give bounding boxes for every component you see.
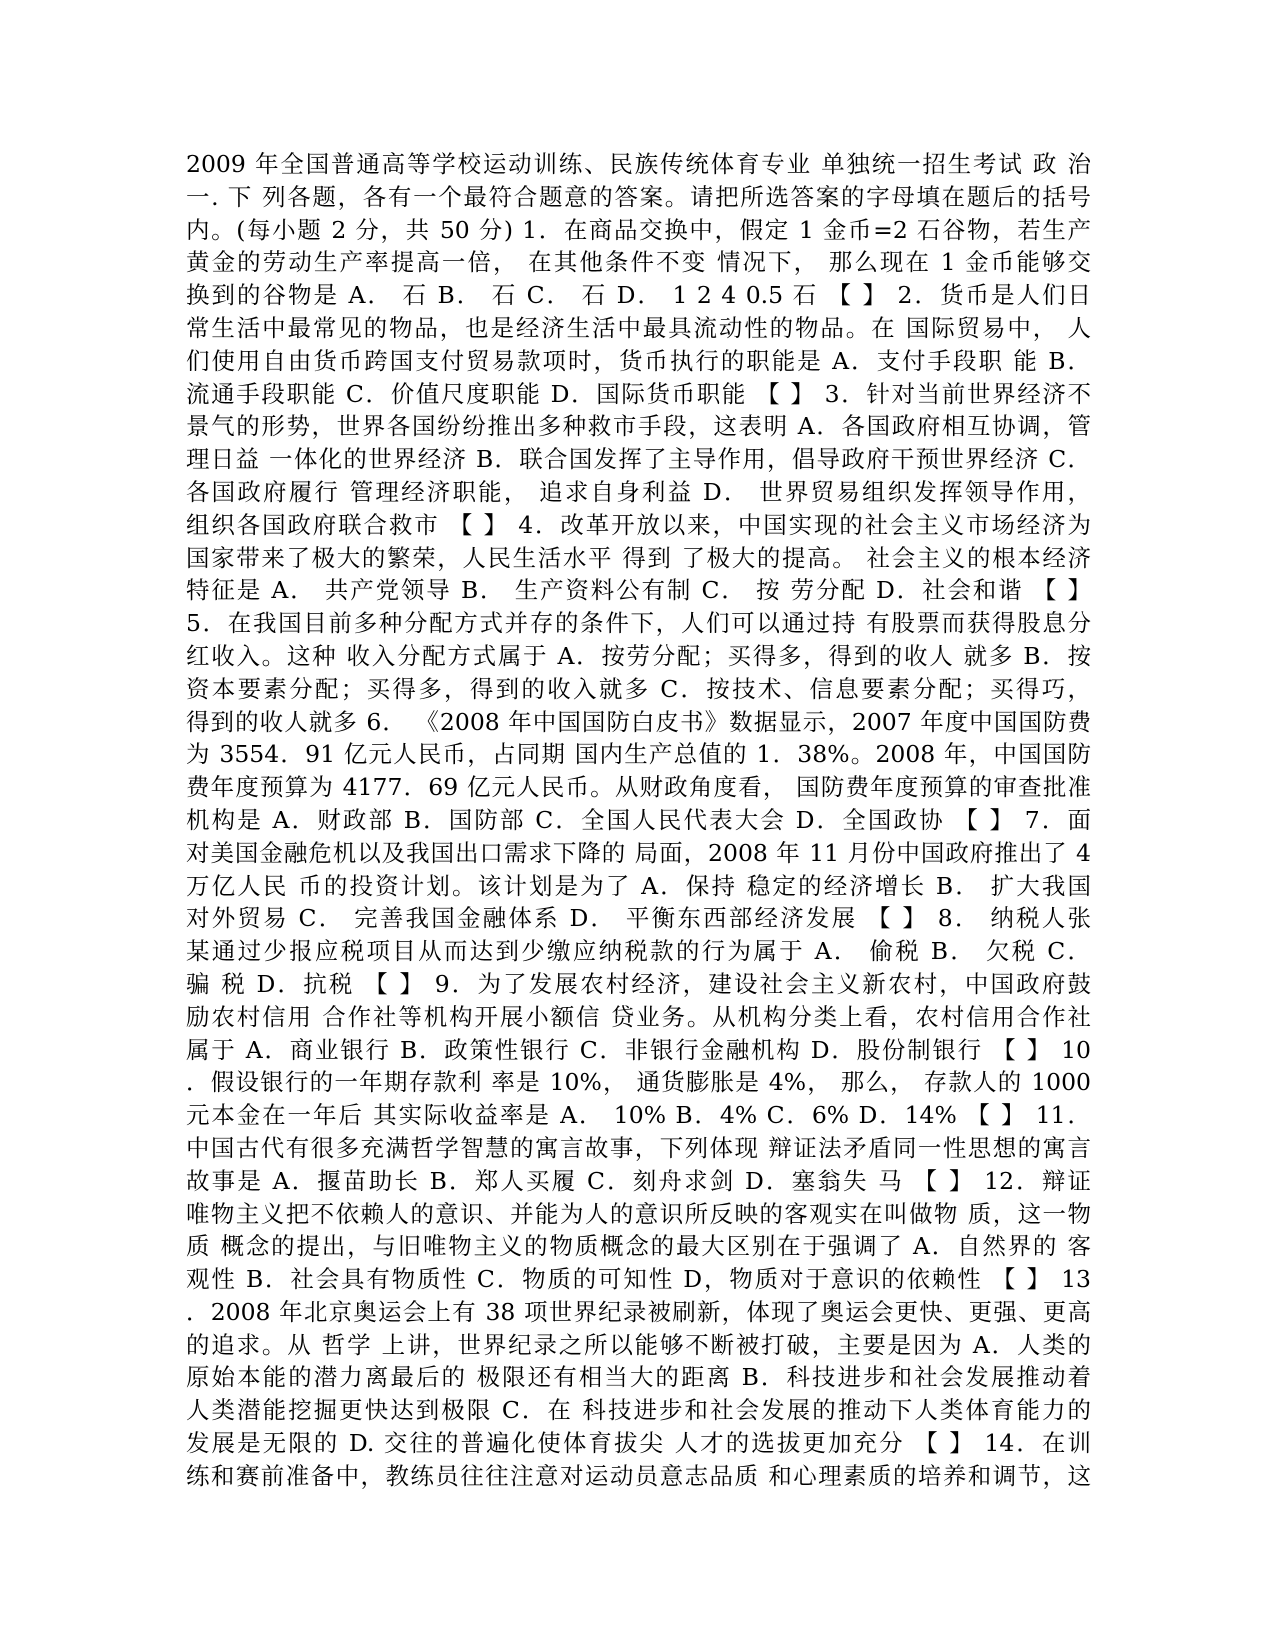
text-line: 内。(每小题 2 分，共 50 分) 1．在商品交换中，假定 1 金币=2 石谷物，若生产 [186, 215, 1091, 244]
text-line: 练和赛前准备中，教练员往往注意对运动员意志品质 和心理素质的培养和调节，这 [186, 1461, 1091, 1490]
text-line: 们使用自由货币跨国支付贸易款项时，货币执行的职能是 A．支付手段职 能 B． [186, 346, 1091, 375]
text-line: 换到的谷物是 A． 石 B． 石 C． 石 D． 1 2 4 0.5 石 【 】 2．货币是人们日 [186, 281, 1091, 310]
text-line: 原始本能的潜力离最后的 极限还有相当大的距离 B．科技进步和社会发展推动着 [186, 1363, 1091, 1392]
text-line: 理日益 一体化的世界经济 B．联合国发挥了主导作用，倡导政府干预世界经济 C． [186, 445, 1091, 474]
text-line: 2009 年全国普通高等学校运动训练、民族传统体育专业 单独统一招生考试 政 治 [186, 150, 1091, 178]
text-line: 唯物主义把不依赖人的意识、并能为人的意识所反映的客观实在叫做物 质，这一物 [186, 1199, 1091, 1228]
text-line: 的追求。从 哲学 上讲，世界纪录之所以能够不断被打破，主要是因为 A．人类的 [186, 1330, 1091, 1359]
text-line: 资本要素分配；买得多，得到的收入就多 C．按技术、信息要素分配；买得巧， [186, 674, 1091, 703]
text-line: 各国政府履行 管理经济职能， 追求自身利益 D． 世界贸易组织发挥领导作用， [186, 477, 1091, 506]
text-line: 质 概念的提出，与旧唯物主义的物质概念的最大区别在于强调了 A．自然界的 客 [186, 1232, 1091, 1261]
text-line: 故事是 A．揠苗助长 B．郑人买履 C．刻舟求剑 D．塞翁失 马 【 】 12．辩证 [186, 1166, 1091, 1195]
text-line: 元本金在一年后 其实际收益率是 A． 10% B．4% C．6% D．14% 【 】 11． [186, 1101, 1091, 1130]
text-line: 为 3554．91 亿元人民币，占同期 国内生产总值的 1．38%。2008 年，中国国防 [186, 740, 1091, 769]
text-line: 国家带来了极大的繁荣，人民生活水平 得到 了极大的提高。 社会主义的根本经济 [186, 543, 1091, 572]
text-line: 常生活中最常见的物品，也是经济生活中最具流动性的物品。在 国际贸易中， 人 [186, 313, 1091, 342]
text-line: ．2008 年北京奥运会上有 38 项世界纪录被刷新，体现了奥运会更快、更强、更高 [186, 1297, 1091, 1326]
text-line: 发展是无限的 D. 交往的普遍化使体育拔尖 人才的选拔更加充分 【 】 14．在训 [186, 1429, 1091, 1458]
text-line: 万亿人民 币的投资计划。该计划是为了 A．保持 稳定的经济增长 B． 扩大我国 [186, 871, 1091, 900]
text-line: 某通过少报应税项目从而达到少缴应纳税款的行为属于 A． 偷税 B． 欠税 C． [186, 937, 1091, 966]
text-line: 对美国金融危机以及我国出口需求下降的 局面，2008 年 11 月份中国政府推出了 4 [186, 838, 1091, 867]
text-line: 骗 税 D．抗税 【 】 9．为了发展农村经济，建设社会主义新农村，中国政府鼓 [186, 969, 1091, 998]
text-line: 中国古代有很多充满哲学智慧的寓言故事，下列体现 辩证法矛盾同一性思想的寓言 [186, 1133, 1091, 1162]
text-line: 流通手段职能 C．价值尺度职能 D．国际货币职能 【 】 3．针对当前世界经济不 [186, 379, 1091, 408]
text-line: 属于 A．商业银行 B．政策性银行 C．非银行金融机构 D．股份制银行 【 】 10 [186, 1035, 1091, 1064]
text-line: 费年度预算为 4177．69 亿元人民币。从财政角度看， 国防费年度预算的审查批准 [186, 773, 1091, 802]
text-line: 观性 B．社会具有物质性 C．物质的可知性 D，物质对于意识的依赖性 【 】 13 [186, 1265, 1091, 1294]
text-line: 黄金的劳动生产率提高一倍， 在其他条件不变 情况下， 那么现在 1 金币能够交 [186, 248, 1091, 277]
text-line: 励农村信用 合作社等机构开展小额信 贷业务。从机构分类上看，农村信用合作社 [186, 1002, 1091, 1031]
text-line: 对外贸易 C． 完善我国金融体系 D． 平衡东西部经济发展 【 】 8． 纳税人张 [186, 904, 1091, 933]
text-line: 一. 下 列各题，各有一个最符合题意的答案。请把所选答案的字母填在题后的括号 [186, 182, 1091, 211]
text-line: 5．在我国目前多种分配方式并存的条件下，人们可以通过持 有股票而获得股息分 [186, 609, 1091, 638]
text-line: 景气的形势，世界各国纷纷推出多种救市手段，这表明 A．各国政府相互协调，管 [186, 412, 1091, 441]
text-line: 人类潜能挖掘更快达到极限 C．在 科技进步和社会发展的推动下人类体育能力的 [186, 1396, 1091, 1425]
text-line: 机构是 A．财政部 B．国防部 C．全国人民代表大会 D．全国政协 【 】 7．面 [186, 805, 1091, 834]
text-line: ．假设银行的一年期存款利 率是 10%， 通货膨胀是 4%， 那么， 存款人的 1000 [186, 1068, 1091, 1097]
text-line: 组织各国政府联合救市 【 】 4．改革开放以来，中国实现的社会主义市场经济为 [186, 510, 1091, 539]
exam-body-text [186, 148, 1091, 1493]
text-line: 红收入。这种 收入分配方式属于 A．按劳分配；买得多，得到的收人 就多 B．按 [186, 641, 1091, 670]
text-line: 得到的收人就多 6． 《2008 年中国国防白皮书》数据显示，2007 年度中国国防费 [186, 707, 1091, 736]
text-line: 特征是 A． 共产党领导 B． 生产资料公有制 C． 按 劳分配 D．社会和谐 【 】 [186, 576, 1091, 605]
